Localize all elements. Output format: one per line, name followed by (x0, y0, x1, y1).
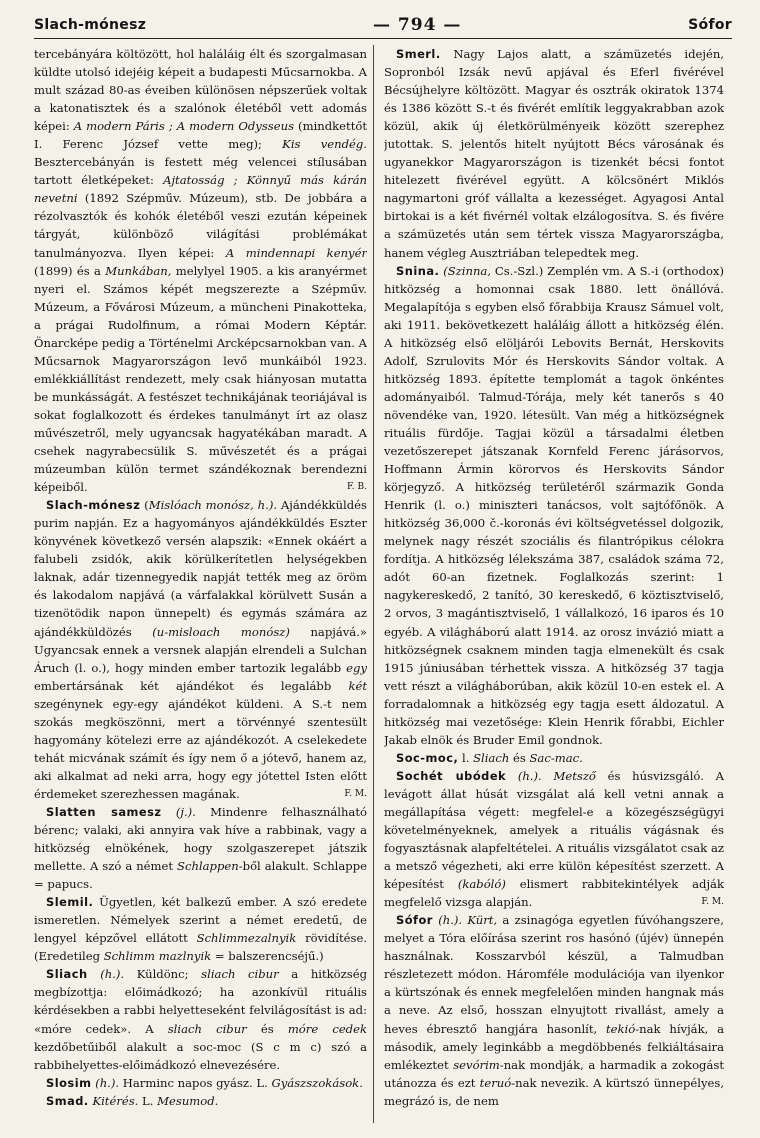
author-signature: F. M. (344, 788, 367, 799)
entry-slatten-samesz: Slatten samesz (j.). Mindenre felhasználható bérenc; valaki, aki annyira vak híve a rabbinak, vagy a hitközség elnökének, hogy szolgaszerepet játszik mellette. A szó a német Schlappen-ből alakult. Schlappe = papucs. (34, 804, 367, 892)
entry-headword: Snina. (396, 263, 440, 278)
entry-soc-moc: Soc-moc, l. Sliach és Sac-mac. (396, 750, 583, 765)
entry-snina: Snina. (Szinna, Cs.-Szl.) Zemplén vm. A S.-i (orthodox) hitközség a homonnai csak 1880. lett önállóvá. Megalapítója s egyben első főrabbija Krausz Sámuel volt, aki 1911. bekövetkezett haláláig állott a hitközség élén. A hitközség első elöljárói Lebovits Bernát, Herskovits Adolf, Szrulovits Mór és Herskovits Sándor voltak. A hitközség 1893. építette templomát a tagok önkéntes adományaiból. Talmud-Tórája, mely két tanerős s 40 növendéke van, 1920. létesült. Van még a hitközségnek rituális fürdője. Tagjai közül a társadalmi életben vezetőszerepet játszanak Kornfeld Ferenc járásorvos, Hoffmann Ármin körorvos és Herskovits Sándor körjegyző. A hitközség területéről származik Gonda Henrik (l. o.) miniszteri tanácsos, volt sajtófőnök. A hitközség 36,000 č.-koronás évi költségvetéssel dolgozik, melynek nagy részét szociális és filantrópikus célokra fordítja. A hitközség lélekszáma 387, családok száma 72, adót 60-an fizetnek. Foglalkozás szerint: 1 nagykereskedő, 2 tanító, 30 kereskedő, 6 köztisztviselő, 2 orvos, 3 magántisztviselő, 1 vállalkozó, 16 iparos és 10 egyéb. A világháború alatt 1914. az orosz invázió miatt a hitközségnek csaknem minden tagja elmenekült és csak 1915 júniusában térhettek vissza. A hitközség 37 tagja vett részt a világháborúban, akik közül 10-en estek el. A forradalomnak a hitközség egy tagja esett áldozatul. A hitközség mai vezetősége: Klein Henrik főrabbi, Eichler Jakab elnök és Bruder Emil gondnok. (384, 263, 724, 747)
entry-smad: Smad. Kitérés. L. Mesumod. (46, 1093, 219, 1108)
continued-entry-paragraph: tercebányára költözött, hol haláláig élt és szorgalmasan küldte utolsó idejéig képeit a budapesti Műcsarnokba. A mult század 80-as éveiben különösen népszerűek voltak a katonatisztek és a szalónok életéből vett adomás képei: A modern Páris ; A modern Odysseus (mindkettőt I. Ferenc József vette meg); Kis vendég. Besztercebányán is festett még velencei stílusában tartott életképeket: Ajtatosság ; Könnyű más kárán nevetni (1892 Szépműv. Múzeum), stb. De jobbára a rézolvasztók és kohók életéből veszi ezután képeinek tárgyát, különböző világítási problémákat tanulmányozva. Ilyen képei: A mindennapi kenyér (1899) és a Munkában, melylyel 1905. a kis aranyérmet nyeri el. Számos képét megszerezte a Szépműv. Múzeum, a Fővárosi Múzeum, a müncheni Pinakotteka, a prágai Rudolfinum, a római Modern Képtár. Önarcképe pedig a Történelmi Arcképcsarnokban van. A Műcsarnok Magyarországon levő munkáiból 1923. emlékkiállítást rendezett, mely csak hiányosan mutatta be munkásságát. A festészet technikájának teoriájával is sokat foglalkozott és érdekes tanulmányt írt az olasz művészetről, mely ugyancsak hagyatékában maradt. A csehek nagyrabecsülik S. művészetét és a prágai múzeumban külön termet szándékoznak berendezni képeiből. F. B. (34, 45, 367, 496)
entry-sliach: Sliach (h.). Küldönc; sliach cibur a hitközség megbízottja: előimádkozó; ha azonkívül rituális kérdésekben a rabbi helyetteseként felvilágosítást is ad: «móre cedek». A sliach cibur és móre cedek kezdőbetűiből alakult a soc-moc (S c m c) szó a rabbihelyettes-előimádkozó elnevezésére. (34, 967, 367, 1072)
entry-slemil: Slemil. Ügyetlen, két balkezű ember. A szó eredete ismeretlen. Némelyek szerint a német eredetű, de lengyel képzővel ellátott Schlimmezalnyik rövidítése. (Eredetileg Schlimm mazlnyik = balszerencséjű.) (34, 895, 367, 964)
entry-headword: Slosim (46, 1075, 92, 1090)
entry-headword: Sochét ubódek (396, 768, 507, 783)
author-signature: F. B. (346, 482, 367, 493)
right-running-headword: Sófor (688, 17, 732, 33)
entry-headword: Slach-mónesz (46, 498, 141, 513)
page-number: — 794 — (373, 15, 462, 35)
left-running-headword: Slach-mónesz (34, 17, 147, 33)
entry-sochet-ubodek: Sochét ubódek (h.). Metsző és húsvizsgáló. A levágott állat húsát vizsgálat alá kell vetni annak a megállapítása végett: megfelel-e a közegészségügyi követelményeknek, amelyek a rituális vágásnak és fogyasztásnak alapfeltételei. A rituális vizsgálatot csak az a metsző végezheti, aki erre külön képesítést szerzett. A képesítést (kabóló) elismert rabbitekintélyek adják megfelelő vizsga alapján. F. M. (384, 767, 724, 911)
author-signature: F. M. (701, 897, 724, 908)
entry-headword: Sliach (46, 967, 88, 982)
entry-headword: Slemil. (46, 895, 94, 910)
entry-slach-monesz: Slach-mónesz (Mislóach monósz, h.). Ajándékküldés purim napján. Ez a hagyományos ajándékküldés Eszter könyvének következő versén alapszik: «Ennek okáért a falubeli zsidók, akik körülkerítetlen helységekben laknak, adár tizennegyedik napját tették meg az öröm és lakodalom napjává (a várfalakkal körülvett Susán a tizenötödik napon ünnepelt) és egymás számára az ajándékküldözés (u-misloach monósz) napjává.» Ugyancsak ennek a versnek alapján elrendeli a Sulchan Áruch (l. o.), hogy minden ember tartozik legalább egy embertársának két ajándékot és legalább két szegénynek egy-egy ajándékot küldeni. A S.-t nem szokás megköszönni, mert a törvénnyé szentesült hagyomány kötelezi erre az ajándékozót. A cselekedete tehát micvának számít és így nem ő a jótevő, hanem az, aki alkalmat ad neki arra, hogy egy jótettel Isten előtt érdemeket szerezhessen magának. F. M. (34, 496, 367, 803)
column-divider (373, 45, 374, 1123)
page-header (34, 12, 732, 39)
entry-headword: Smerl. (396, 47, 441, 61)
entry-headword: Soc-moc, (396, 750, 459, 765)
entry-headword: Sófor (396, 913, 433, 928)
entry-slosim: Slosim (h.). Harminc napos gyász. L. Gyászszokások. (46, 1075, 363, 1090)
right-column (384, 45, 724, 1130)
entry-sofor: Sófor (h.). Kürt, a zsinagóga egyetlen fúvóhangszere, melyet a Tóra előírása szerint ros hasónó (újév) ünnepén használnak. Kosszarvból készül, a Talmudban részletezett módon. Háromféle modulációja van ilyenkor a kürtszónak és ennek megfelelően minden hangnak más a neve. Az első, hosszan elnyujtott rivallást, amely a heves ébresztő hangjára hasonlít, tekió-nak hívják, a második, amely leginkább a megdöbbenés felkiáltásaira emlékeztet sevórim-nak mondják, a harmadik a zokogást utánozza és ezt teruó-nak nevezik. A kürtszó ünnepélyes, megrázó is, de nem (384, 913, 724, 1108)
left-column (34, 45, 367, 1130)
entry-headword: Smad. (46, 1093, 89, 1108)
entry-headword: Slatten samesz (46, 804, 162, 819)
entry-smerl: Smerl. Nagy Lajos alatt, a számüzetés idején, Sopronból Izsák nevű apjával és Eferl fivérével Bécsújhelyre költözött. Magyar és osztrák okiratok 1374 és 1386 között S.-t és fivérét említik leggyakrabban azok közül, akik új életkörülményeik között szerephez jutottak. S. jelentős hitelt nyújtott Bécs városának és ugyanekkor Magyarországon is tizenkét bécsi fontot hitelezett fivérével együtt. A kölcsönért Miklós nagymartoni gróf vállalta a kezességet. Agyagosi Antal birtokai is a két fivérnél voltak elzálogosítva. S. és fivére a számüzetés után sem tértek vissza Magyarországba, hanem végleg Ausztriában telepedtek meg. (384, 47, 724, 260)
